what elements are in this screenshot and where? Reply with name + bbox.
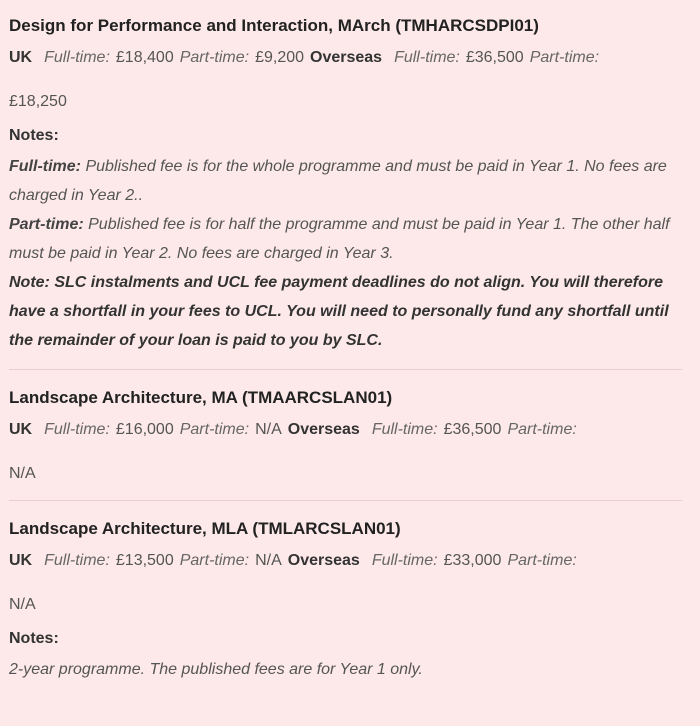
overseas-label: Overseas xyxy=(287,421,360,438)
uk-full-fee: £13,500 xyxy=(115,552,174,569)
note-full-time-label: Full-time: xyxy=(9,158,81,175)
uk-part-fee: £9,200 xyxy=(255,49,305,66)
note-part-time-text: Published fee is for half the programme and must be paid in Year 1. The other half must be paid in Year 2. No fees are charged in Year 3. xyxy=(9,216,670,262)
uk-part-label: Part-time: xyxy=(179,552,250,569)
uk-part-fee: N/A xyxy=(255,421,282,438)
uk-label: UK xyxy=(9,421,33,438)
uk-full-fee: £16,000 xyxy=(115,421,174,438)
uk-part-fee: N/A xyxy=(255,552,282,569)
overseas-full-label: Full-time: xyxy=(371,552,438,569)
fee-line xyxy=(9,418,682,442)
programme-block xyxy=(9,386,682,486)
uk-full-label: Full-time: xyxy=(44,552,110,569)
divider xyxy=(9,500,682,501)
overseas-full-label: Full-time: xyxy=(371,421,438,438)
overseas-part-fee: N/A xyxy=(9,465,36,482)
overseas-part-fee: £18,250 xyxy=(9,93,67,110)
programme-title: Design for Performance and Interaction, MArch (TMHARCSDPI01) xyxy=(9,16,539,35)
note-part-time-label: Part-time: xyxy=(9,216,84,233)
uk-part-label: Part-time: xyxy=(179,421,250,438)
fee-line xyxy=(9,549,682,573)
overseas-part-fee: N/A xyxy=(9,596,36,613)
programme-title: Landscape Architecture, MLA (TMLARCSLAN01) xyxy=(9,519,401,538)
uk-full-label: Full-time: xyxy=(44,421,110,438)
uk-label: UK xyxy=(9,552,33,569)
notes-heading: Notes: xyxy=(9,127,59,144)
note-part-time xyxy=(9,210,682,268)
note-text: 2-year programme. The published fees are for Year 1 only. xyxy=(9,661,423,678)
fee-line xyxy=(9,46,682,70)
uk-label: UK xyxy=(9,49,33,66)
note-slc: Note: SLC instalments and UCL fee payment deadlines do not align. You will therefore have a shortfall in your fees to UCL. You will need to personally fund any shortfall until the remainder of your loan is paid to you by SLC. xyxy=(9,274,669,349)
uk-full-label: Full-time: xyxy=(44,49,110,66)
overseas-part-label: Part-time: xyxy=(507,552,577,569)
programme-block xyxy=(9,517,682,684)
uk-part-label: Part-time: xyxy=(179,49,250,66)
overseas-full-label: Full-time: xyxy=(394,49,460,66)
notes-heading: Notes: xyxy=(9,630,59,647)
overseas-label: Overseas xyxy=(310,49,383,66)
uk-full-fee: £18,400 xyxy=(115,49,174,66)
divider xyxy=(9,369,682,370)
overseas-part-label: Part-time: xyxy=(507,421,577,438)
programme-title: Landscape Architecture, MA (TMAARCSLAN01) xyxy=(9,388,393,407)
programme-block xyxy=(9,14,682,355)
overseas-full-fee: £36,500 xyxy=(443,421,502,438)
overseas-part-label: Part-time: xyxy=(529,49,600,66)
overseas-full-fee: £33,000 xyxy=(443,552,502,569)
overseas-full-fee: £36,500 xyxy=(465,49,524,66)
note-full-time xyxy=(9,152,682,210)
note-full-time-text: Published fee is for the whole programme and must be paid in Year 1. No fees are charged in Year 2.. xyxy=(9,158,667,204)
overseas-label: Overseas xyxy=(287,552,360,569)
